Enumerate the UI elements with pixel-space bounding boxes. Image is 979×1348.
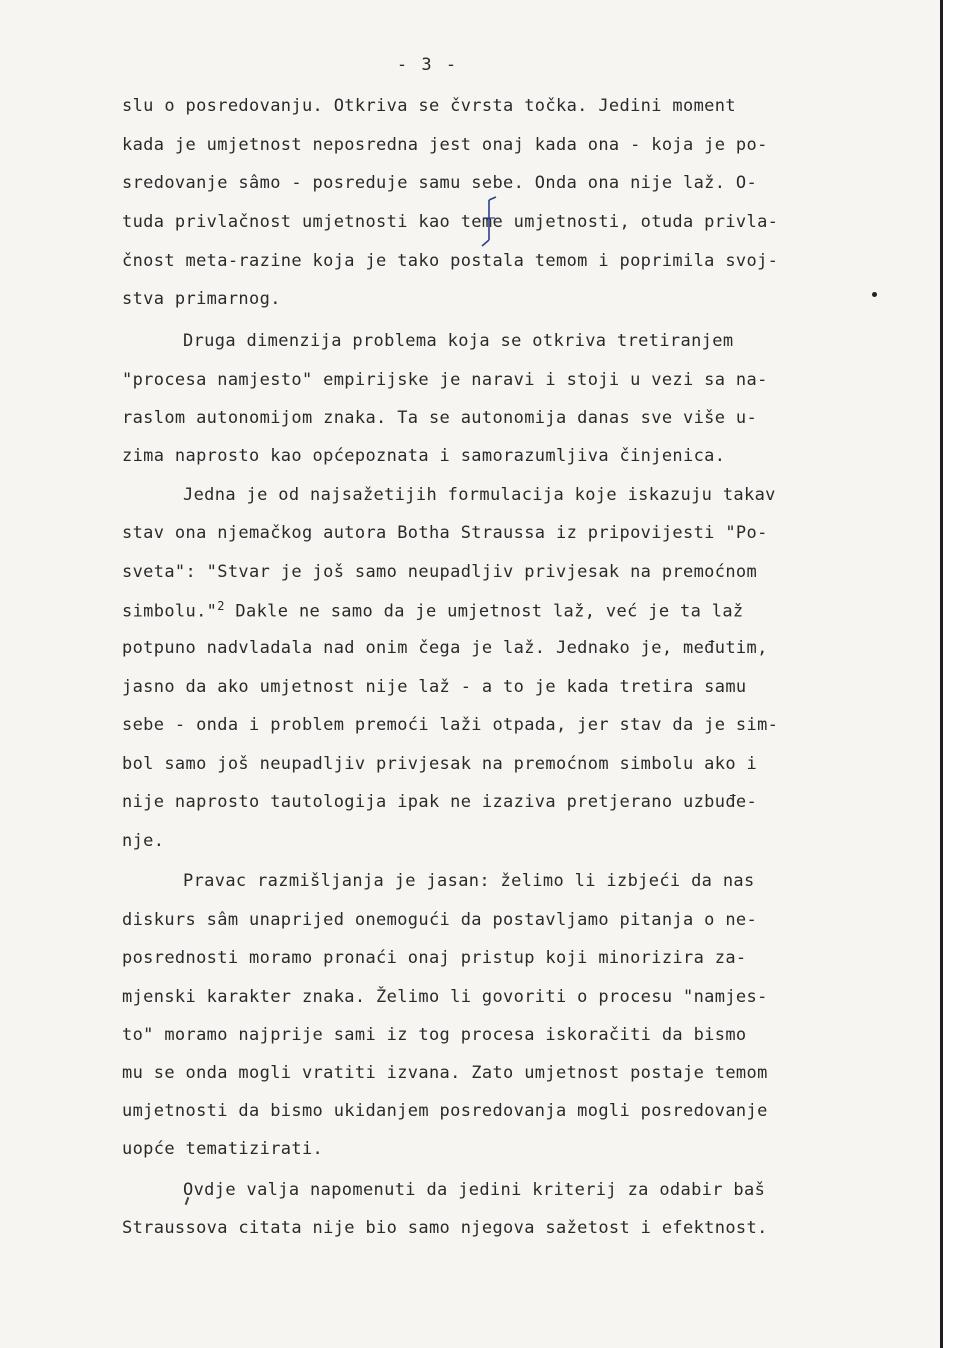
- text-line: Jedna je od najsažetijih formulacija koje iskazuju takav: [183, 485, 776, 505]
- text-line: sredovanje sâmo - posreduje samu sebe. Onda ona nije laž. O-: [122, 173, 758, 193]
- text-line: Ovdje valja napomenuti da jedini kriterij za odabir baš: [183, 1180, 766, 1200]
- text-line: jasno da ako umjetnost nije laž - a to je kada tretira samu: [122, 677, 747, 697]
- text-line: stav ona njemačkog autora Botha Straussa iz pripovijesti "Po-: [122, 523, 768, 543]
- text-line: mu se onda mogli vratiti izvana. Zato umjetnost postaje temom: [122, 1063, 768, 1083]
- text-line-with-footnote: [122, 599, 744, 622]
- text-segment: simbolu.": [122, 601, 218, 622]
- text-line: slu o posredovanju. Otkriva se čvrsta točka. Jedini moment: [122, 96, 736, 116]
- text-line: posrednosti moramo pronaći onaj pristup koji minorizira za-: [122, 948, 747, 968]
- text-line: Pravac razmišljanja je jasan: želimo li izbjeći da nas: [183, 871, 755, 891]
- text-line: potpuno nadvladala nad onim čega je laž. Jednako je, međutim,: [122, 638, 768, 658]
- text-line: Straussova citata nije bio samo njegova sažetost i efektnost.: [122, 1218, 768, 1238]
- text-line: uopće tematizirati.: [122, 1139, 324, 1159]
- text-line: čnost meta-razine koja je tako postala temom i poprimila svoj-: [122, 251, 779, 271]
- text-line: raslom autonomijom znaka. Ta se autonomija danas sve više u-: [122, 408, 758, 428]
- margin-dot: [872, 292, 877, 297]
- text-line: tuda privlačnost umjetnosti kao teme umjetnosti, otuda privla-: [122, 212, 779, 232]
- text-line: stva primarnog.: [122, 289, 281, 309]
- text-line: nije naprosto tautologija ipak ne izaziva pretjerano uzbuđe-: [122, 792, 758, 812]
- text-line: sebe - onda i problem premoći laži otpada, jer stav da je sim-: [122, 715, 779, 735]
- text-line: "procesa namjesto" empirijske je naravi i stoji u vezi sa na-: [122, 370, 768, 390]
- text-line: zima naprosto kao općepoznata i samorazumljiva činjenica.: [122, 446, 726, 466]
- text-line: umjetnosti da bismo ukidanjem posredovanja mogli posredovanje: [122, 1101, 768, 1121]
- text-line: bol samo još neupadljiv privjesak na premoćnom simbolu ako i: [122, 754, 758, 774]
- page-edge: [940, 0, 943, 1348]
- text-line: Druga dimenzija problema koja se otkriva tretiranjem: [183, 331, 734, 351]
- footnote-reference: 2: [217, 599, 225, 613]
- page-number: - 3 -: [396, 55, 459, 75]
- text-line: nje.: [122, 831, 165, 851]
- text-segment: Dakle ne samo da je umjetnost laž, već je ta laž: [224, 601, 744, 622]
- text-line: diskurs sâm unaprijed onemogući da postavljamo pitanja o ne-: [122, 910, 758, 930]
- handwritten-insertion-mark: [480, 196, 498, 252]
- text-line: kada je umjetnost neposredna jest onaj kada ona - koja je po-: [122, 135, 768, 155]
- text-line: to" moramo najprije sami iz tog procesa iskoračiti da bismo: [122, 1025, 747, 1045]
- page-margin: [943, 0, 979, 1348]
- text-line: sveta": "Stvar je još samo neupadljiv privjesak na premoćnom: [122, 562, 758, 582]
- text-line: mjenski karakter znaka. Želimo li govoriti o procesu "namjes-: [122, 987, 768, 1007]
